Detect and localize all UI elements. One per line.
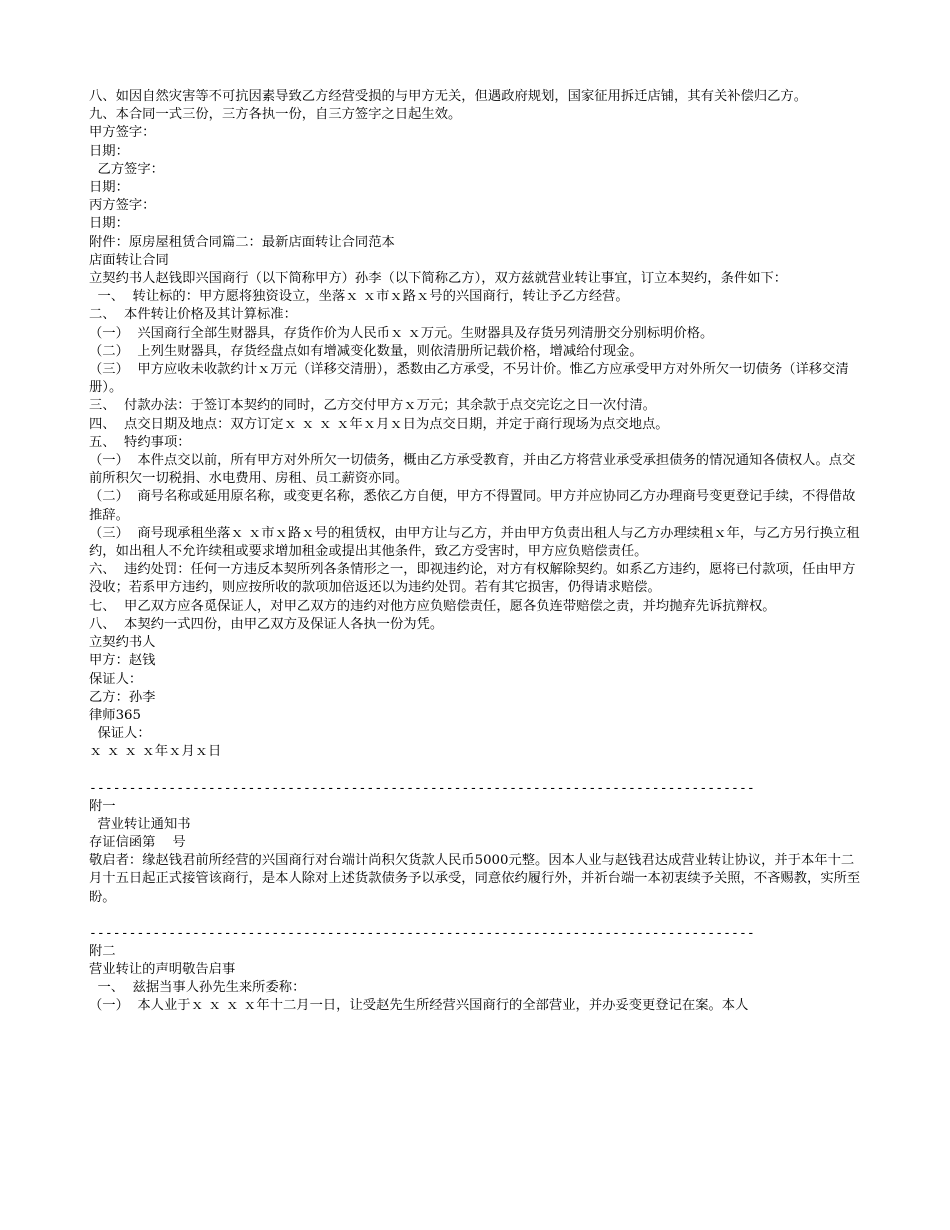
- text-line: 八、如因自然灾害等不可抗因素导致乙方经营受损的与甲方无关，但遇政府规划，国家征用拆迁店铺，其有关补偿归乙方。: [89, 89, 808, 104]
- text-line: 四、 点交日期及地点：双方订定ｘ ｘ ｘ ｘ年ｘ月ｘ日为点交日期，并定于商行现场为点交地点。: [89, 416, 669, 432]
- spacer: [89, 762, 861, 780]
- text-line: （三） 商号现承租坐落ｘ ｘ市ｘ路ｘ号的租赁权，由甲方让与乙方，并由甲方负责出租人与乙方办理续租ｘ年，与乙方另行换立租约，如出租人不允许续租或要求增加租金或提出其他条件，致乙方受害时，甲方应负赔偿责任。: [89, 525, 860, 560]
- text-line: 丙方签字：: [89, 198, 156, 214]
- annex-2-title: 营业转让的声明敬告启事: [89, 961, 236, 977]
- text-line: 律师365: [89, 707, 141, 723]
- text-line: （二） 商号名称或延用原名称，或变更名称，悉依乙方自便，甲方不得置同。甲方并应协同乙方办理商号变更登记手续，不得借故推辞。: [89, 489, 856, 523]
- text-line: 七、 甲乙双方应各觅保证人，对甲乙双方的违约对他方应负赔偿责任，愿各负连带赔偿之责，并均抛弃先诉抗辩权。: [89, 598, 776, 614]
- text-line: （一） 本件点交以前，所有甲方对外所欠一切债务，概由乙方承受教育，并由乙方将营业承受承担债务的情况通知各债权人。点交前所积欠一切税捐、水电费用、房租、员工薪资亦同。: [89, 453, 856, 487]
- separator-line: ------------------------------------------------------------------------------------: [89, 925, 755, 941]
- annex-2-item-1: 一、 兹据当事人孙先生来所委称：: [89, 980, 306, 996]
- annex-2-item-2: （一） 本人业于ｘ ｘ ｘ ｘ年十二月一日，让受赵先生所经营兴国商行的全部营业，并办妥变更登记在案。本人: [89, 998, 749, 1014]
- annex-1-reference: 存证信函第 号: [89, 834, 186, 850]
- text-line: 日期：: [89, 216, 129, 232]
- text-line: 一、 转让标的：甲方愿将独资设立，坐落ｘ ｘ市ｘ路ｘ号的兴国商行，转让予乙方经营。: [89, 289, 629, 305]
- text-line: ｘ ｘ ｘ ｘ年ｘ月ｘ日: [89, 744, 222, 760]
- text-line: 立契约书人赵钱即兴国商行（以下简称甲方）孙李（以下简称乙方），双方兹就营业转让事宜，订立本契约，条件如下：: [89, 271, 788, 287]
- text-line: 日期：: [89, 180, 129, 196]
- text-line: （三） 甲方应收未收款约计ｘ万元（详移交清册），悉数由乙方承受，不另计价。惟乙方应承受甲方对外所欠一切债务（详移交清册）。: [89, 362, 849, 396]
- annex-1-title: 营业转让通知书: [89, 816, 191, 832]
- text-line: 保证人：: [89, 671, 143, 687]
- text-line: 三、 付款办法：于签订本契约的同时，乙方交付甲方ｘ万元；其余款于点交完讫之日一次付清。: [89, 398, 656, 414]
- text-line: 九、本合同一式三份，三方各执一份，自三方签字之日起生效。: [89, 107, 462, 123]
- document-page: [89, 88, 861, 1016]
- text-line: 店面转让合同: [89, 252, 169, 268]
- text-line: 保证人：: [89, 726, 151, 742]
- spacer: [89, 907, 861, 925]
- annex-1-body: 敬启者：缘赵钱君前所经营的兴国商行对台端计尚积欠货款人民币5000元整。因本人业与赵钱君达成营业转让协议，并于本年十二月十五日起正式接管该商行，是本人除对上述货款债务予以承受，同意依约履行外，并祈台端一本初衷续予关照，不吝赐教，实所至盼。: [89, 853, 861, 905]
- contract-body: [89, 88, 861, 762]
- annex-2-heading: 附二: [89, 943, 116, 959]
- text-line: 五、 特约事项：: [89, 434, 191, 450]
- text-line: 乙方：孙李: [89, 689, 156, 705]
- text-line: 甲方：赵钱: [89, 653, 156, 669]
- text-line: 乙方签字：: [89, 161, 164, 177]
- text-line: 八、 本契约一式四份，由甲乙双方及保证人各执一份为凭。: [89, 616, 444, 632]
- text-line: 甲方签字：: [89, 125, 156, 141]
- separator-line: ------------------------------------------------------------------------------------: [89, 780, 755, 796]
- text-line: 二、 本件转让价格及其计算标准：: [89, 307, 297, 323]
- text-line: （一） 兴国商行全部生财器具，存货作价为人民币ｘ ｘ万元。生财器具及存货另列清册交分别标明价格。: [89, 325, 714, 341]
- text-line: 六、 违约处罚：任何一方违反本契所列各条情形之一，即视违约论，对方有权解除契约。如系乙方违约，愿将已付款项，任由甲方没收；若系甲方违约，则应按所收的款项加倍返还以为违约处罚。若有其它损害，仍得请求赔偿。: [89, 562, 856, 596]
- text-line: 日期：: [89, 143, 129, 159]
- text-line: （二） 上列生财器具，存货经盘点如有增减变化数量，则依清册所记载价格，增减给付现金。: [89, 343, 643, 359]
- text-line: 立契约书人: [89, 635, 156, 651]
- annex-1-heading: 附一: [89, 798, 116, 814]
- text-line: 附件：原房屋租赁合同篇二：最新店面转让合同范本: [89, 234, 395, 250]
